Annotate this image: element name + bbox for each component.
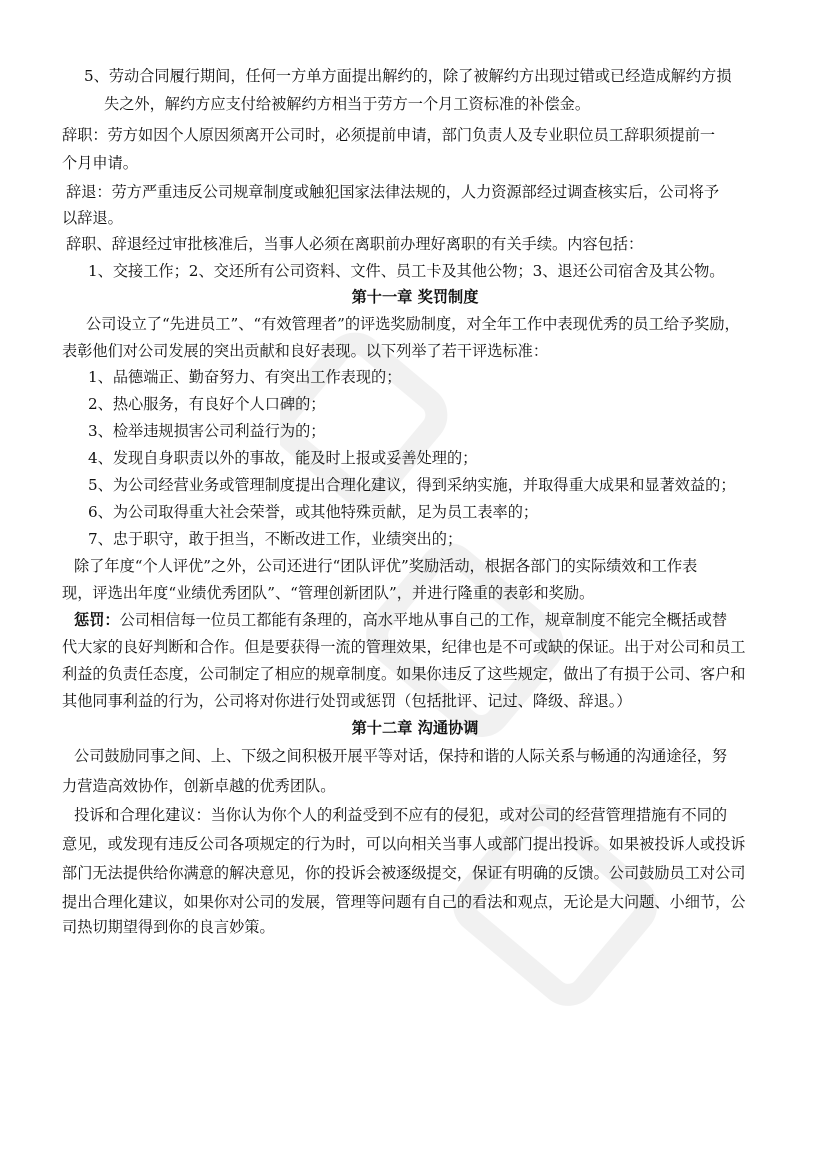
complaint-line5: 司热切期望得到你的良言妙策。 (62, 918, 275, 936)
punishment-line4: 其他同事利益的行为，公司将对你进行处罚或惩罚（包括批评、记过、降级、辞退。） (62, 692, 632, 710)
criteria-item: 4、发现自身职责以外的事故，能及时上报或妥善处理的； (88, 449, 478, 467)
complaint-line2: 意见，或发现有违反公司各项规定的行为时，可以向相关当事人或部门提出投诉。如果被投诉人或投诉 (62, 835, 746, 853)
after-approval-line: 辞职、辞退经过审批核准后，当事人必须在离职前办理好离职的有关手续。内容包括： (66, 235, 644, 253)
punishment-label: 惩罚： (74, 611, 120, 629)
chapter12-intro-line1: 公司鼓励同事之间、上、下级之间积极开展平等对话，保持和谐的人际关系与畅通的沟通途径，努 (74, 747, 728, 765)
punishment-line3: 利益的负责任态度，公司制定了相应的规章制度。如果你违反了这些规定，做出了有损于公司、客户和 (62, 665, 746, 683)
complaint-line3: 部门无法提供给你满意的解决意见，你的投诉会被逐级提交，保证有明确的反馈。公司鼓励员工对公司 (62, 864, 746, 882)
dismiss-line1: 辞退：劳方严重违反公司规章制度或触犯国家法律法规的，人力资源部经过调查核实后，公司将予 (66, 183, 720, 201)
punishment-line2: 代大家的良好判断和合作。但是要获得一流的管理效果，纪律也是不可或缺的保证。出于对公司和员工 (62, 638, 746, 656)
criteria-item: 2、热心服务，有良好个人口碑的； (88, 395, 326, 413)
team-award-line2: 现，评选出年度“业绩优秀团队”、“管理创新团队”，并进行隆重的表彰和奖励。 (62, 584, 595, 602)
item5-line1: 5、劳动合同履行期间，任何一方单方面提出解约的，除了被解约方出现过错或已经造成解约方损 (84, 67, 732, 85)
chapter11-title: 第十一章 奖罚制度 (351, 288, 479, 306)
item5-line2: 失之外，解约方应支付给被解约方相当于劳方一个月工资标准的补偿金。 (104, 95, 590, 113)
chapter12-title: 第十二章 沟通协调 (351, 719, 479, 737)
criteria-item: 6、为公司取得重大社会荣誉，或其他特殊贡献，足为员工表率的； (88, 503, 539, 521)
criteria-item: 1、品德端正、勤奋努力、有突出工作表现的； (88, 368, 402, 386)
complaint-line4: 提出合理化建议，如果你对公司的发展，管理等问题有自己的看法和观点，无论是大问题、小细节，公 (62, 893, 746, 911)
chapter12-intro-line2: 力营造高效协作，创新卓越的优秀团队。 (62, 777, 336, 795)
punishment-text: 公司相信每一位员工都能有条理的，高水平地从事自己的工作，规章制度不能完全概括或替 (119, 611, 728, 629)
team-award-line1: 除了年度“个人评优”之外，公司还进行“团队评优”奖励活动，根据各部门的实际绩效和工作表 (74, 557, 698, 575)
chapter11-intro-line1: 公司设立了“先进员工”、“有效管理者”的评选奖励制度，对全年工作中表现优秀的员工给予奖励， (86, 315, 740, 333)
criteria-item: 5、为公司经营业务或管理制度提出合理化建议，得到采纳实施，并取得重大成果和显著效益的； (88, 476, 736, 494)
complaint-line1: 投诉和合理化建议：当你认为你个人的利益受到不应有的侵犯，或对公司的经营管理措施有不同的 (74, 806, 728, 824)
punishment-line1 (74, 607, 727, 633)
criteria-item: 3、检举违规损害公司利益行为的； (88, 422, 326, 440)
dismiss-line2: 以辞退。 (62, 209, 123, 227)
criteria-item: 7、忠于职守，敢于担当，不断改进工作，业绩突出的； (88, 530, 463, 548)
resign-line1: 辞职：劳方如因个人原因须离开公司时，必须提前申请，部门负责人及专业职位员工辞职须提前一 (62, 126, 716, 144)
resign-line2: 个月申请。 (62, 154, 138, 172)
chapter11-intro-line2: 表彰他们对公司发展的突出贡献和良好表现。以下列举了若干评选标准： (62, 342, 548, 360)
handover-contents-line: 1、交接工作；2、交还所有公司资料、文件、员工卡及其他公物；3、退还公司宿舍及其公物。 (88, 262, 725, 280)
